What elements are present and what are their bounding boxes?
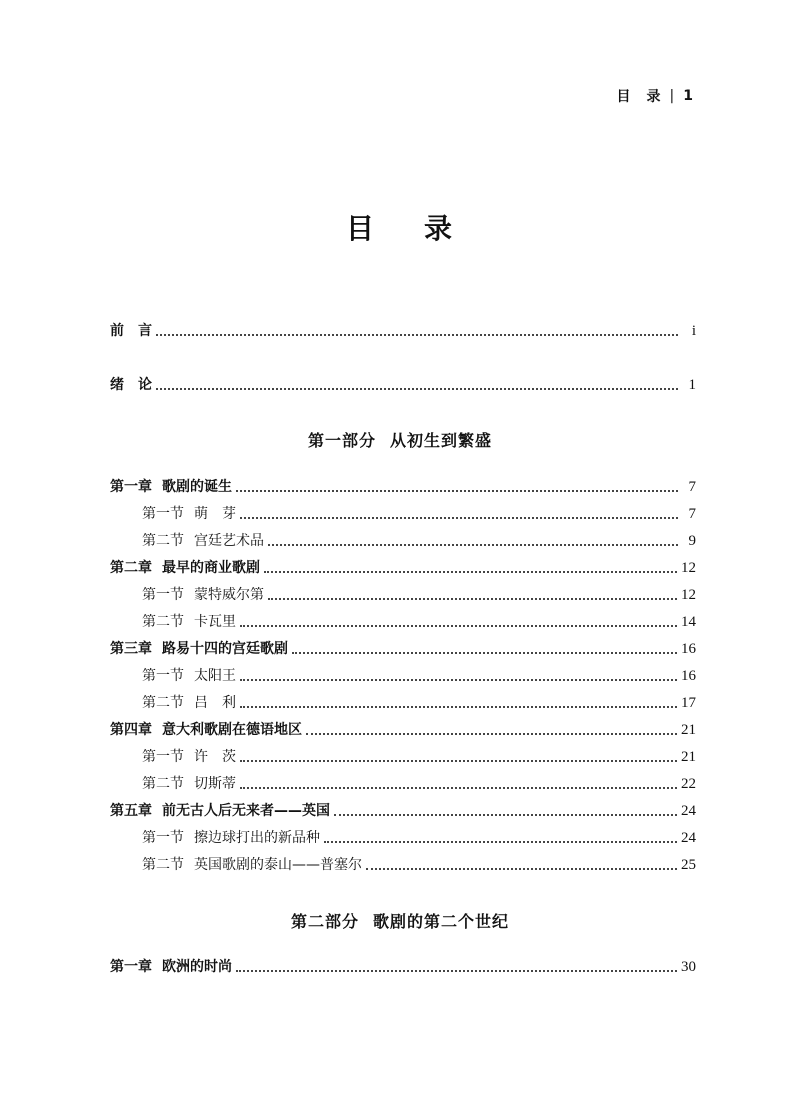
toc-page-number: 1 [688,377,696,393]
section-title: 卡瓦里 [194,614,236,630]
dot-leader [156,388,678,390]
toc-page-number: 16 [681,668,696,684]
toc-page-number: 17 [681,695,696,711]
toc-page-number: 22 [681,776,696,792]
toc-page-number: 12 [681,587,696,603]
section-number: 第二节 [142,857,184,873]
part-number: 第二部分 [290,912,359,931]
dot-leader [334,814,677,816]
page-title-char-1: 目 [345,212,376,245]
dot-leader [264,571,677,573]
toc-page-number: 7 [688,479,696,495]
toc-section[interactable] [142,856,696,874]
chapter-title: 歌剧的诞生 [162,479,232,495]
toc-section[interactable] [142,829,696,847]
toc-page-number: 9 [688,533,696,549]
dot-leader [268,598,677,600]
section-number: 第一节 [142,830,184,846]
dot-leader [324,841,677,843]
toc-page-number: 21 [681,722,696,738]
toc-page-number: 7 [688,506,696,522]
toc-entry-label: 绪 论 [110,377,152,393]
chapter-title: 意大利歌剧在德语地区 [162,722,302,738]
toc-section[interactable] [142,775,696,793]
chapter-number: 第二章 [110,560,152,576]
part-heading-2 [0,909,800,932]
section-number: 第二节 [142,695,184,711]
toc-chapter[interactable] [110,559,696,577]
toc-page-number: i [691,323,696,339]
toc-page-number: 12 [681,560,696,576]
section-title: 英国歌剧的泰山——普塞尔 [194,857,362,873]
section-title: 切斯蒂 [194,776,236,792]
section-number: 第一节 [142,587,184,603]
toc-chapter[interactable] [110,958,696,976]
chapter-title: 前无古人后无来者——英国 [162,803,330,819]
toc-section[interactable] [142,748,696,766]
dot-leader [366,868,677,870]
part-number: 第一部分 [307,431,376,450]
dot-leader [156,334,678,336]
section-title: 太阳王 [194,668,236,684]
section-title: 宫廷艺术品 [194,533,264,549]
toc-section[interactable] [142,694,696,712]
toc-entry-label: 前 言 [110,323,152,339]
dot-leader [240,517,678,519]
dot-leader [306,733,677,735]
dot-leader [292,652,677,654]
chapter-number: 第一章 [110,959,152,975]
toc-section[interactable] [142,613,696,631]
toc-page-number: 21 [681,749,696,765]
dot-leader [268,544,678,546]
section-number: 第二节 [142,776,184,792]
chapter-number: 第五章 [110,803,152,819]
toc-section[interactable] [142,532,696,550]
section-number: 第二节 [142,533,184,549]
toc-page-number: 14 [681,614,696,630]
section-title: 吕 利 [194,695,236,711]
part-heading-1 [0,428,800,451]
section-number: 第一节 [142,668,184,684]
section-number: 第一节 [142,749,184,765]
toc-page-number: 16 [681,641,696,657]
dot-leader [240,787,677,789]
toc-page-number: 24 [681,803,696,819]
toc-section[interactable] [142,505,696,523]
toc-chapter[interactable] [110,478,696,496]
running-header [617,86,694,106]
running-header-title: 目 录 [616,89,662,105]
chapter-number: 第三章 [110,641,152,657]
running-header-page-number: 1 [683,88,694,104]
running-header-separator: | [669,88,676,104]
toc-section[interactable] [142,667,696,685]
section-number: 第一节 [142,506,184,522]
section-title: 萌 芽 [194,506,236,522]
toc-chapter[interactable] [110,640,696,658]
chapter-title: 最早的商业歌剧 [162,560,260,576]
toc-chapter[interactable] [110,721,696,739]
chapter-title: 路易十四的宫廷歌剧 [162,641,288,657]
chapter-number: 第四章 [110,722,152,738]
toc-chapter[interactable] [110,802,696,820]
section-number: 第二节 [142,614,184,630]
toc-entry-introduction[interactable] [110,376,696,394]
section-title: 擦边球打出的新品种 [194,830,320,846]
toc-section[interactable] [142,586,696,604]
page-title-char-2: 录 [424,212,455,245]
dot-leader [236,490,678,492]
toc-page-number: 24 [681,830,696,846]
dot-leader [240,679,677,681]
part-title: 从初生到繁盛 [390,431,493,450]
section-title: 蒙特威尔第 [194,587,264,603]
dot-leader [236,970,677,972]
toc-page-number: 30 [681,959,696,975]
section-title: 许 茨 [194,749,236,765]
part-title: 歌剧的第二个世纪 [373,912,510,931]
dot-leader [240,706,677,708]
chapter-title: 欧洲的时尚 [162,959,232,975]
page-title [0,207,800,247]
dot-leader [240,625,677,627]
chapter-number: 第一章 [110,479,152,495]
dot-leader [240,760,677,762]
toc-entry-preface[interactable] [110,322,696,340]
toc-page-number: 25 [681,857,696,873]
